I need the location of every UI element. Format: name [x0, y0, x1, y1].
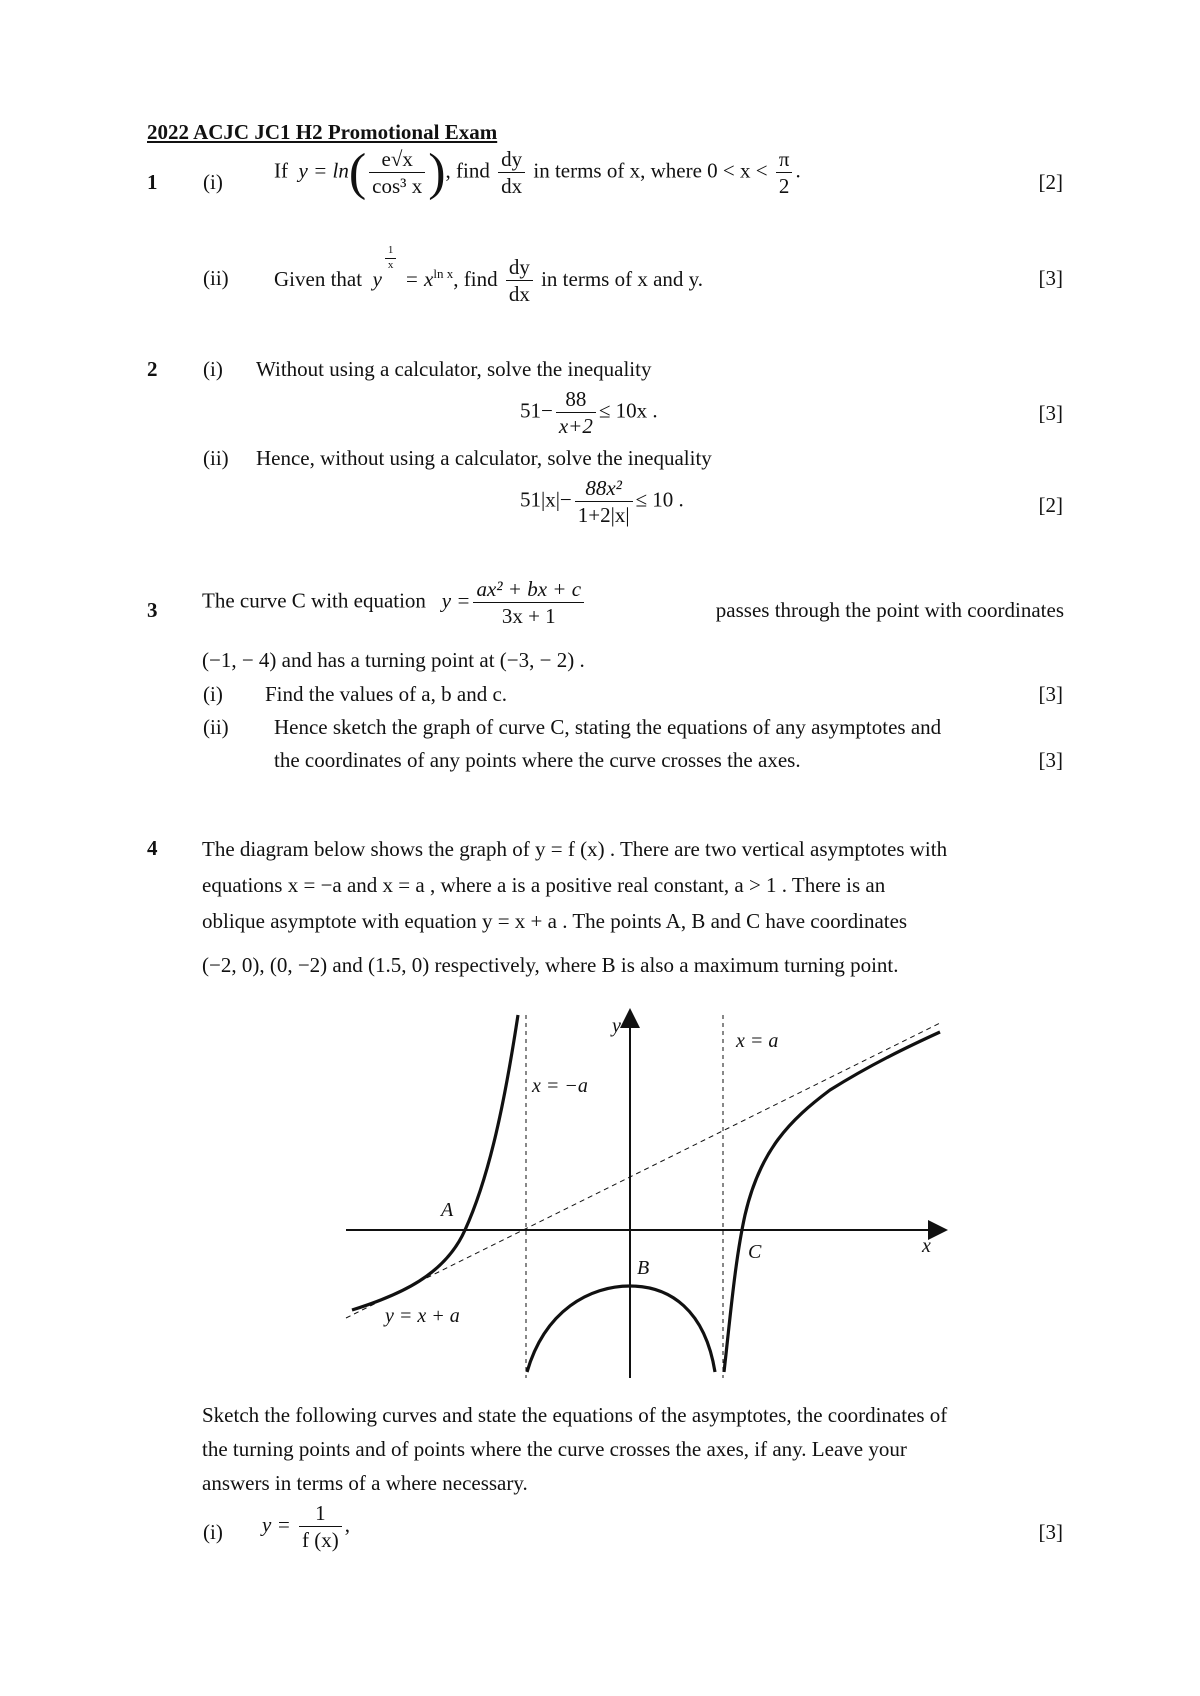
q4-i-den: f (x): [299, 1526, 342, 1553]
q4-i-fraction: [299, 1500, 342, 1554]
q2-ii-num: 88x²: [585, 476, 622, 500]
q1-given: Given that: [274, 266, 363, 291]
q4-i-lhs: y =: [262, 1512, 291, 1537]
q2-ii-rhs: ≤ 10 .: [635, 487, 684, 512]
q1-part-ii-label: (ii): [203, 266, 229, 290]
curve-right-branch: [724, 1032, 940, 1372]
q4-line-1: The diagram below shows the graph of y = f (x) . There are two vertical asymptotes with: [202, 837, 948, 861]
q1-part-i-marks: [2]: [1038, 170, 1063, 194]
curve-left-branch: [352, 1015, 518, 1310]
q4-part-i-marks: [3]: [1038, 1520, 1063, 1544]
q4-sketch-line-3: answers in terms of a where necessary.: [202, 1471, 528, 1495]
q1-exp-den: x: [385, 258, 397, 273]
q3-part-i-label: (i): [203, 682, 223, 706]
q2-part-i-text: Without using a calculator, solve the inequality: [256, 357, 652, 381]
q3-intro-a: The curve C with equation: [202, 588, 426, 613]
graph-point-c: C: [748, 1241, 762, 1263]
q1-pi: π: [778, 147, 790, 171]
q1-eq-rhs: = x: [404, 266, 434, 291]
q3-part-ii-text-1: Hence sketch the graph of curve C, stating the equations of any asymptotes and: [274, 715, 942, 739]
q3-part-i-marks: [3]: [1038, 682, 1063, 706]
q3-part-ii-marks: [3]: [1038, 748, 1063, 772]
q1-find: , find: [445, 158, 490, 183]
q2-part-ii-marks: [2]: [1038, 493, 1063, 517]
q3-line-2: (−1, − 4) and has a turning point at (−3, − 2) .: [202, 648, 585, 672]
q1-if: If: [274, 158, 288, 183]
curve-middle-branch: [527, 1286, 715, 1372]
q3-part-ii-label: (ii): [203, 715, 229, 739]
question-number-4: 4: [147, 836, 158, 860]
q1-rhs-exp: ln x: [433, 265, 454, 281]
q1-fraction-num: e√x: [381, 147, 413, 171]
graph-label-x: x: [922, 1235, 931, 1257]
q1-ii-dy: dy: [508, 255, 530, 280]
graph-label-x-equals-minus-a: x = −a: [532, 1075, 588, 1097]
graph-point-a: A: [441, 1199, 454, 1221]
q3-intro-b: passes through the point with coordinates: [715, 598, 1064, 622]
q2-i-num: 88: [565, 387, 587, 411]
q4-part-i-expression: [262, 1500, 350, 1554]
q1-ii-tail: in terms of x and y.: [541, 266, 704, 291]
q3-den: 3x + 1: [473, 602, 584, 629]
q2-i-lhs: 51−: [520, 398, 553, 423]
q1-ii-find: , find: [453, 266, 498, 291]
q1-exp-num: 1: [387, 244, 394, 256]
q1-eq-y: y: [372, 266, 382, 291]
q2-part-ii-text: Hence, without using a calculator, solve the inequality: [256, 446, 712, 470]
q2-i-rhs: ≤ 10x .: [598, 398, 658, 423]
q1-lhs: y = ln: [298, 158, 349, 183]
q3-part-i-text: Find the values of a, b and c.: [265, 682, 508, 706]
q1-part-i-label: (i): [203, 170, 223, 194]
q4-line-3: oblique asymptote with equation y = x + a . The points A, B and C have coordinates: [202, 909, 908, 933]
q4-line-2: equations x = −a and x = a , where a is a positive real constant, a > 1 . There is an: [202, 873, 886, 897]
q3-y-eq: y =: [441, 588, 471, 613]
q3-part-ii-text-2: the coordinates of any points where the curve crosses the axes.: [274, 748, 801, 772]
q1-fraction-den: cos³ x: [369, 172, 425, 199]
q4-part-i-label: (i): [203, 1520, 223, 1544]
question-number-2: 2: [147, 357, 158, 381]
graph-label-x-equals-a: x = a: [736, 1030, 779, 1052]
q1-dy: dy: [501, 147, 523, 171]
graph-point-b: B: [637, 1257, 650, 1279]
question-number-3: 3: [147, 598, 158, 622]
q4-line-4: (−2, 0), (0, −2) and (1.5, 0) respectively, where B is also a maximum turning point.: [202, 953, 899, 977]
q2-ii-den: 1+2|x|: [575, 501, 633, 528]
q1-two: 2: [776, 172, 793, 199]
graph-label-y: y: [612, 1015, 621, 1037]
q2-part-i-label: (i): [203, 357, 223, 381]
graph-label-oblique: y = x + a: [385, 1305, 460, 1327]
q1-end: .: [795, 158, 801, 183]
q2-ii-lhs: 51|x|−: [520, 487, 572, 512]
q3-num: ax² + bx + c: [476, 577, 582, 601]
page-title: 2022 ACJC JC1 H2 Promotional Exam: [147, 120, 498, 144]
q1-dx: dx: [498, 172, 525, 199]
q2-i-den: x+2: [556, 412, 596, 439]
q1-tail: in terms of x, where 0 < x <: [533, 158, 768, 183]
question-number-1: 1: [147, 170, 158, 194]
q2-part-ii-label: (ii): [203, 446, 229, 470]
q1-part-ii-marks: [3]: [1038, 266, 1063, 290]
q4-sketch-line-1: Sketch the following curves and state the equations of the asymptotes, the coordinates of: [202, 1403, 948, 1427]
q1-ii-dx: dx: [506, 280, 533, 307]
q1-part-i-expression: If y = ln( $\frac{e√x}{\text{cos³ x}}$ ), find $\frac{dy}{dx}$ in terms of x, where 0 < x < $\frac{\pi}{2}$ .: [274, 143, 801, 201]
q2-part-i-marks: [3]: [1038, 401, 1063, 425]
q4-i-num: 1: [315, 1501, 326, 1525]
q4-sketch-line-2: the turning points and of points where the curve crosses the axes, if any. Leave your: [202, 1437, 907, 1461]
q4-i-end: ,: [344, 1512, 350, 1537]
